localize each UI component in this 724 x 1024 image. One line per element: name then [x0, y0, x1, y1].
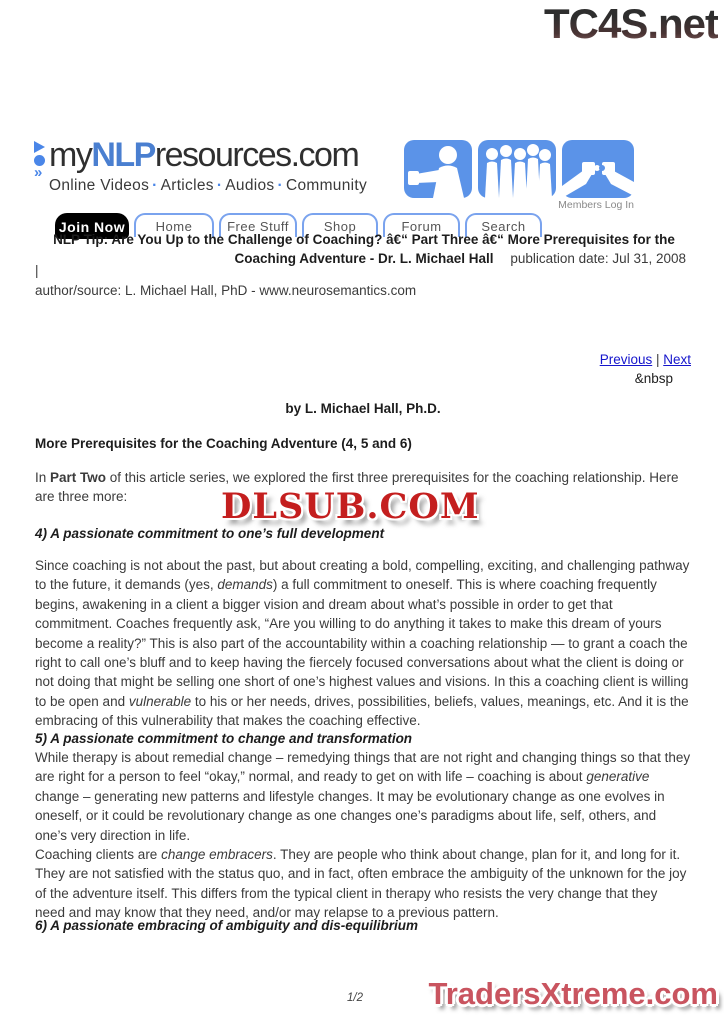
pagination-links: Previous | Next &nbsp — [35, 350, 691, 389]
article-title: NLP Tip: Are You Up to the Challenge of Coaching? â€“ Part Three â€“ More Prerequisites for the Coaching Adventure - Dr. L. Michael Hall publication date: Jul 31, 2008 — [53, 232, 686, 266]
tab-home[interactable]: Home — [134, 213, 214, 237]
dot-separator-icon: · — [277, 177, 283, 194]
header-image-community-group[interactable] — [478, 140, 556, 198]
site-wordmark — [49, 138, 367, 172]
dot-separator-icon: · — [216, 177, 223, 194]
section-5-paragraphs — [35, 748, 691, 923]
previous-link[interactable]: Previous — [599, 352, 653, 367]
byline: by L. Michael Hall, Ph.D. — [285, 401, 441, 416]
wordmark-my: my — [49, 136, 92, 174]
nbsp-artifact: &nbsp — [634, 371, 673, 387]
play-dot-forward-icon — [34, 141, 45, 178]
section-5-heading: 5) A passionate commitment to change and transformation — [35, 731, 413, 746]
publication-date: publication date: Jul 31, 2008 — [510, 251, 686, 266]
author-line: author/source: L. Michael Hall, PhD - www.neurosemantics.com — [35, 283, 417, 298]
section-5-paragraph-1: While therapy is about remedial change – remedying things that are not right and changing things so that they are right for a person to feel “okay,” normal, and ready to get on with life – coaching is about generative change – generating new patterns and lifestyle changes. It may be evolutionary change as one evolves in oneself, or it could be revolutionary change as one changes one’s paradigms about life, self, others, and one’s very direction in life. — [35, 750, 691, 843]
play-icon — [34, 141, 45, 153]
wordmark-rest: resources.com — [154, 136, 359, 174]
tab-shop[interactable]: Shop — [302, 213, 378, 237]
section-6-heading: 6) A passionate embracing of ambiguity and dis-equilibrium — [35, 918, 419, 933]
page-number: 1/2 — [347, 992, 363, 1004]
puzzle-hands-icon — [562, 140, 634, 198]
dlsub-watermark: DLSUB.COM — [221, 486, 480, 527]
next-link[interactable]: Next — [663, 352, 691, 367]
tc4s-watermark: TC4S.net — [543, 0, 718, 47]
dot-separator-icon: · — [152, 177, 158, 194]
tab-free-stuff[interactable]: Free Stuff — [219, 213, 297, 237]
tradersxtreme-watermark: TradersXtreme.com — [428, 976, 718, 1011]
tab-join-now[interactable]: Join Now — [55, 213, 129, 239]
header-image-video-person[interactable] — [404, 140, 472, 198]
wordmark-nlp: NLP — [91, 136, 155, 174]
section-4-heading: 4) A passionate commitment to one’s full development — [35, 526, 385, 541]
tab-forum[interactable]: Forum — [383, 213, 460, 237]
pipe-separator: | — [35, 263, 39, 278]
header-image-connect-puzzle[interactable] — [562, 140, 634, 198]
site-tagline: Online Videos · Articles · Audios · Community — [49, 177, 368, 194]
section-4-paragraph: Since coaching is not about the past, but about creating a bold, compelling, exciting, and challenging pathway to the future, it demands (yes, demands) a full commitment to oneself. This is where coaching frequently begins, awakening in a client a bigger vision and dream about what’s possible in order to get that commitment. Coaches frequently ask, “Are you willing to do anything it takes to make this dream of yours become a reality?” This is also part of the accountability within a coaching relationship — to grant a coach the right to call one’s bluff and to keep having the fiercely focused conversations about what the client is doing or not doing that might be selling one short of one’s highest values and visions. In this a coaching client is willing to be open and vulnerable to his or her needs, drives, possibilities, beliefs, values, meanings, etc. And it is the embracing of this vulnerability that makes the coaching effective. — [35, 558, 690, 729]
fast-forward-icon — [34, 168, 42, 178]
site-logo[interactable] — [34, 138, 367, 195]
intro-paragraph: In Part Two of this article series, we explored the first three prerequisites for the coaching relationship. Here are three more: — [35, 470, 679, 505]
article-heading: More Prerequisites for the Coaching Adventure (4, 5 and 6) — [35, 436, 412, 451]
group-of-people-icon — [478, 140, 556, 198]
tab-search[interactable]: Search — [465, 213, 542, 237]
members-login-link[interactable]: Members Log In — [558, 199, 634, 211]
section-5-paragraph-2: Coaching clients are change embracers. They are people who think about change, plan for it, and long for it. They are not satisfied with the status quo, and in fact, often embrace the ambiguity of the unknown for the joy of the adventure itself. This differs from the typical client in therapy who resists the very change that they need and may know that they need, and/or may relapse to a previous pattern. — [35, 847, 687, 921]
person-with-camera-icon — [404, 140, 472, 198]
